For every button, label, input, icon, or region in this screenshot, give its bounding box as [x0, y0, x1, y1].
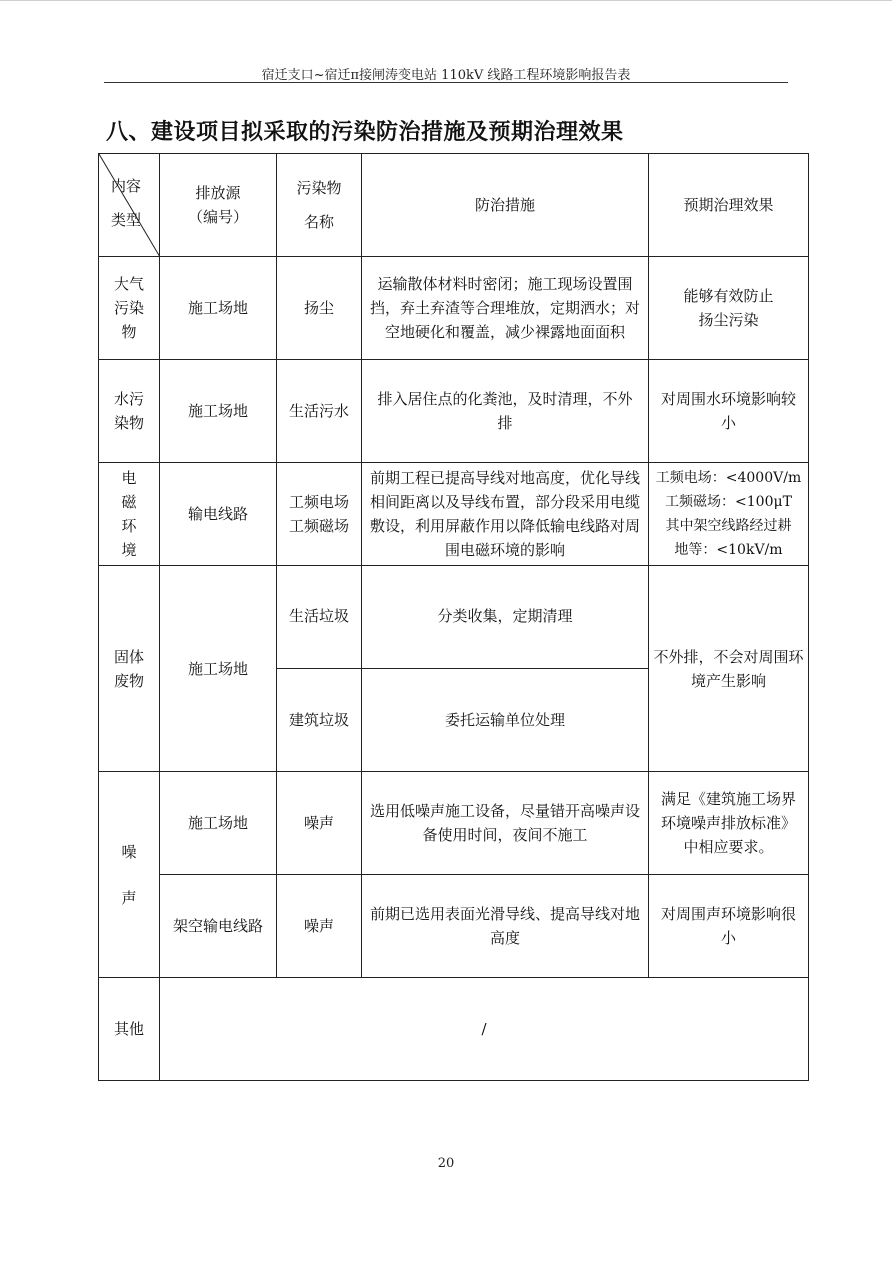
type-water-line1: 水污: [113, 390, 144, 408]
type-em-line1: 电: [121, 469, 137, 487]
page-top-border: [0, 0, 892, 1]
pollutant-solid-construction: 建筑垃圾: [277, 669, 362, 772]
table-row-water: [99, 360, 809, 463]
type-air-line2: 污染: [113, 299, 144, 317]
type-solid-line1: 固体: [113, 647, 144, 666]
effect-noise-line2: 环境噪声排放标准》: [660, 814, 796, 832]
diagonal-header-cell: [99, 154, 160, 257]
pollutant-water: 生活污水: [277, 360, 362, 463]
effect-em-line3: 其中架空线路经过耕: [665, 518, 792, 534]
measures-electromagnetic: 前期工程已提高导线对地高度，优化导线相间距离以及导线布置，部分段采用电缆敷设，利用屏蔽作用以降低输电线路对周围电磁环境的影响: [362, 463, 649, 566]
source-noise-line: 架空输电线路: [160, 875, 277, 978]
effect-em-line4: 地等：<10kV/m: [674, 542, 783, 558]
measures-solid-domestic: 分类收集，定期清理: [362, 566, 649, 669]
measures-water: 排入居住点的化粪池，及时清理，不外排: [362, 360, 649, 463]
effect-em-line1: 工频电场：<4000V/m: [655, 470, 802, 486]
type-em-line4: 境: [121, 541, 137, 559]
type-em-line2: 磁: [121, 493, 137, 511]
source-air: 施工场地: [160, 257, 277, 360]
pollutant-noise-line: 噪声: [277, 875, 362, 978]
measures-solid-construction: 委托运输单位处理: [362, 669, 649, 772]
table-row-noise-1: [99, 772, 809, 875]
effect-noise-line: 对周围声环境影响很小: [649, 875, 809, 978]
table-row-solid-1: [99, 566, 809, 669]
table-row-other: [99, 978, 809, 1081]
header-pollutant: [277, 154, 362, 257]
header-type: 类型: [111, 211, 142, 229]
pollution-measures-table: [98, 153, 809, 1081]
effect-air: [649, 257, 809, 360]
pollutant-air: 扬尘: [277, 257, 362, 360]
type-other: 其他: [99, 978, 160, 1081]
pollutant-solid-domestic: 生活垃圾: [277, 566, 362, 669]
type-solid-line2: 废物: [113, 671, 144, 690]
running-header: 宿迁支口~宿迁π接闸涛变电站 110kV 线路工程环境影响报告表: [261, 68, 631, 83]
pollutant-electromagnetic: [277, 463, 362, 566]
type-noise-line1: 噪: [121, 842, 137, 861]
type-noise: [99, 772, 160, 978]
effect-em-line2: 工频磁场：<100μT: [665, 494, 792, 510]
table-row-electromagnetic: [99, 463, 809, 566]
type-air-line3: 物: [121, 323, 137, 341]
measures-noise-line: 前期已选用表面光滑导线、提高导线对地高度: [362, 875, 649, 978]
header-effect: 预期治理效果: [649, 154, 809, 257]
page-number: 20: [437, 1156, 455, 1171]
source-water: 施工场地: [160, 360, 277, 463]
source-electromagnetic: 输电线路: [160, 463, 277, 566]
source-solid: 施工场地: [160, 566, 277, 772]
type-water-line2: 染物: [113, 414, 144, 432]
type-noise-line2: 声: [121, 888, 137, 907]
type-electromagnetic: [99, 463, 160, 566]
header-source-line2: （编号）: [187, 208, 248, 226]
pollutant-noise-site: 噪声: [277, 772, 362, 875]
source-noise-site: 施工场地: [160, 772, 277, 875]
effect-noise-line3: 中相应要求。: [683, 838, 774, 856]
type-air: [99, 257, 160, 360]
diagonal-line: [99, 154, 160, 257]
content-other: /: [160, 978, 809, 1081]
header-content: 内容: [111, 177, 142, 195]
header-source-line1: 排放源: [195, 184, 241, 202]
header-source: [160, 154, 277, 257]
pollutant-em-line2: 工频磁场: [288, 517, 349, 535]
effect-air-line1: 能够有效防止: [683, 287, 774, 305]
table-row-noise-2: [99, 875, 809, 978]
table-row-air: [99, 257, 809, 360]
type-em-line3: 环: [121, 517, 137, 535]
effect-water: 对周围水环境影响较小: [649, 360, 809, 463]
effect-noise-line1: 满足《建筑施工场界: [660, 790, 796, 808]
effect-electromagnetic: [649, 463, 809, 566]
section-title: 八、建设项目拟采取的污染防治措施及预期治理效果: [106, 120, 624, 145]
header-pollutant-line2: 名称: [303, 213, 334, 231]
table-header-row: [99, 154, 809, 257]
type-solid: [99, 566, 160, 772]
measures-air: 运输散体材料时密闭；施工现场设置围挡，弃土弃渣等合理堆放，定期洒水；对空地硬化和覆盖，减少裸露地面面积: [362, 257, 649, 360]
type-water: [99, 360, 160, 463]
header-measures: 防治措施: [362, 154, 649, 257]
pollutant-em-line1: 工频电场: [288, 493, 349, 511]
type-air-line1: 大气: [113, 275, 144, 293]
effect-noise-site: [649, 772, 809, 875]
header-rule: [104, 82, 788, 83]
effect-solid: 不外排，不会对周围环境产生影响: [649, 566, 809, 772]
header-pollutant-line1: 污染物: [296, 179, 342, 197]
measures-noise-site: 选用低噪声施工设备，尽量错开高噪声设备使用时间，夜间不施工: [362, 772, 649, 875]
effect-air-line2: 扬尘污染: [698, 311, 759, 329]
